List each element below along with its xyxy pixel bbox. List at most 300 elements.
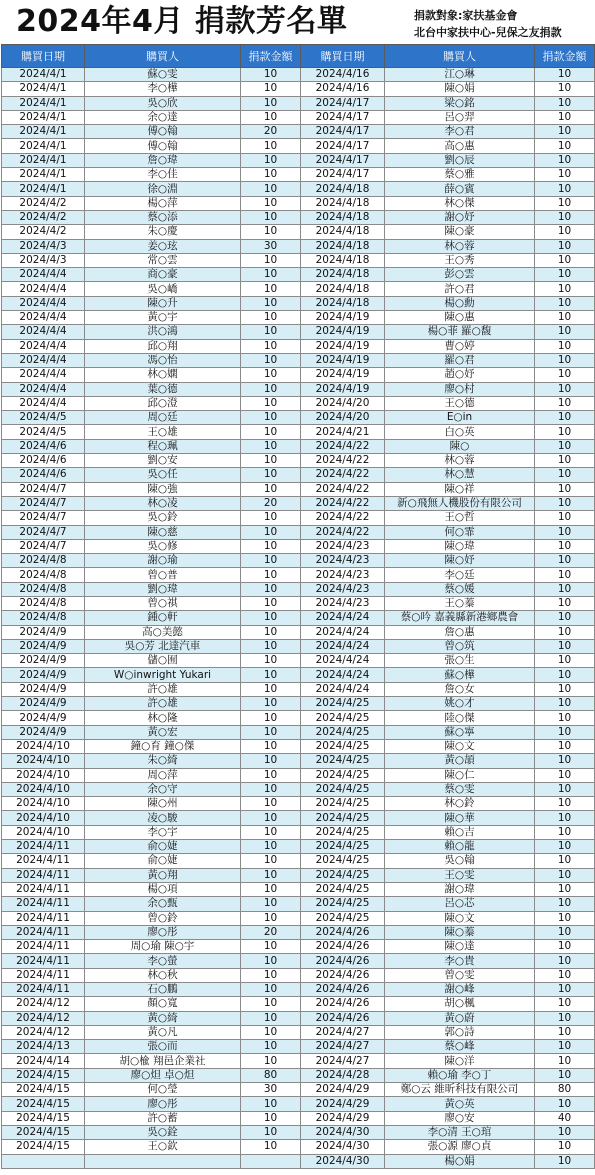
cell-date-right: 2024/4/17 bbox=[301, 139, 385, 153]
table-row bbox=[2, 239, 595, 253]
cell-date-left: 2024/4/6 bbox=[2, 439, 85, 453]
cell-date-left: 2024/4/5 bbox=[2, 411, 85, 425]
cell-date-left: 2024/4/2 bbox=[2, 225, 85, 239]
cell-amount-left: 10 bbox=[241, 668, 301, 682]
cell-donor-left: 邱○澄 bbox=[85, 396, 241, 410]
cell-date-right: 2024/4/22 bbox=[301, 482, 385, 496]
cell-date-right: 2024/4/24 bbox=[301, 654, 385, 668]
cell-amount-left: 10 bbox=[241, 711, 301, 725]
cell-date-right: 2024/4/29 bbox=[301, 1083, 385, 1097]
cell-donor-right: 賴○瑜 李○丁 bbox=[385, 1068, 535, 1082]
table-row bbox=[2, 96, 595, 110]
table-row bbox=[2, 868, 595, 882]
cell-date-right: 2024/4/17 bbox=[301, 153, 385, 167]
cell-date-left: 2024/4/4 bbox=[2, 368, 85, 382]
cell-amount-right: 10 bbox=[535, 811, 595, 825]
cell-donor-right: 黃○頡 bbox=[385, 754, 535, 768]
cell-donor-left: 李○螢 bbox=[85, 954, 241, 968]
cell-donor-right: 趙○妤 bbox=[385, 368, 535, 382]
cell-amount-right: 10 bbox=[535, 225, 595, 239]
cell-donor-left: 許○雄 bbox=[85, 682, 241, 696]
table-row bbox=[2, 468, 595, 482]
cell-amount-right: 10 bbox=[535, 596, 595, 610]
cell-donor-right: 王○德 bbox=[385, 396, 535, 410]
table-row bbox=[2, 1040, 595, 1054]
cell-donor-right: 梁○銘 bbox=[385, 96, 535, 110]
cell-donor-left: 曾○祺 bbox=[85, 596, 241, 610]
cell-date-right: 2024/4/24 bbox=[301, 668, 385, 682]
cell-amount-right: 10 bbox=[535, 782, 595, 796]
cell-date-right: 2024/4/26 bbox=[301, 1011, 385, 1025]
cell-date-right: 2024/4/18 bbox=[301, 182, 385, 196]
cell-date-right: 2024/4/25 bbox=[301, 840, 385, 854]
cell-amount-left: 10 bbox=[241, 539, 301, 553]
table-row bbox=[2, 253, 595, 267]
cell-date-right: 2024/4/22 bbox=[301, 525, 385, 539]
table-row bbox=[2, 1154, 595, 1168]
cell-amount-right: 10 bbox=[535, 182, 595, 196]
table-row bbox=[2, 1011, 595, 1025]
cell-amount-right: 10 bbox=[535, 1054, 595, 1068]
cell-amount-left: 10 bbox=[241, 296, 301, 310]
cell-donor-left: 周○萍 bbox=[85, 768, 241, 782]
cell-amount-left: 10 bbox=[241, 1140, 301, 1154]
cell-donor-left: 吳○銓 bbox=[85, 1125, 241, 1139]
cell-date-right: 2024/4/25 bbox=[301, 725, 385, 739]
cell-date-left: 2024/4/10 bbox=[2, 754, 85, 768]
cell-amount-left: 10 bbox=[241, 110, 301, 124]
cell-date-left: 2024/4/15 bbox=[2, 1083, 85, 1097]
cell-donor-left: 劉○瑋 bbox=[85, 582, 241, 596]
cell-date-left: 2024/4/4 bbox=[2, 268, 85, 282]
cell-date-right: 2024/4/23 bbox=[301, 554, 385, 568]
cell-donor-right: 陳○惠 bbox=[385, 311, 535, 325]
cell-date-right: 2024/4/20 bbox=[301, 396, 385, 410]
table-row bbox=[2, 196, 595, 210]
cell-date-left: 2024/4/2 bbox=[2, 210, 85, 224]
cell-date-right: 2024/4/19 bbox=[301, 382, 385, 396]
cell-amount-right: 10 bbox=[535, 110, 595, 124]
cell-date-right: 2024/4/26 bbox=[301, 997, 385, 1011]
cell-date-right: 2024/4/19 bbox=[301, 325, 385, 339]
cell-amount-right: 10 bbox=[535, 496, 595, 510]
cell-amount-left: 30 bbox=[241, 239, 301, 253]
cell-donor-left: 黃○翔 bbox=[85, 868, 241, 882]
table-row bbox=[2, 82, 595, 96]
cell-donor-right: 李○君 bbox=[385, 125, 535, 139]
donation-target-line: 捐款對象:家扶基金會 bbox=[414, 9, 518, 22]
cell-date-right: 2024/4/25 bbox=[301, 868, 385, 882]
cell-date-right: 2024/4/19 bbox=[301, 339, 385, 353]
table-row bbox=[2, 1054, 595, 1068]
cell-amount-right: 10 bbox=[535, 96, 595, 110]
cell-date-right: 2024/4/17 bbox=[301, 110, 385, 124]
donor-table bbox=[1, 44, 595, 1169]
table-row bbox=[2, 1083, 595, 1097]
cell-date-right: 2024/4/17 bbox=[301, 168, 385, 182]
cell-donor-left: 曾○鈴 bbox=[85, 911, 241, 925]
cell-amount-right: 10 bbox=[535, 625, 595, 639]
cell-donor-right: 黃○英 bbox=[385, 1097, 535, 1111]
cell-amount-left: 10 bbox=[241, 1097, 301, 1111]
cell-date-left: 2024/4/8 bbox=[2, 554, 85, 568]
cell-date-right: 2024/4/30 bbox=[301, 1125, 385, 1139]
cell-donor-right: 王○哲 bbox=[385, 511, 535, 525]
cell-date-right: 2024/4/19 bbox=[301, 353, 385, 367]
table-row bbox=[2, 68, 595, 82]
cell-date-left: 2024/4/15 bbox=[2, 1125, 85, 1139]
cell-donor-right: 曾○雯 bbox=[385, 968, 535, 982]
cell-amount-right: 10 bbox=[535, 611, 595, 625]
cell-date-right: 2024/4/18 bbox=[301, 253, 385, 267]
cell-date-right: 2024/4/19 bbox=[301, 311, 385, 325]
cell-date-left: 2024/4/8 bbox=[2, 582, 85, 596]
cell-donor-left: 李○樺 bbox=[85, 82, 241, 96]
table-row bbox=[2, 882, 595, 896]
cell-amount-left: 10 bbox=[241, 940, 301, 954]
table-row bbox=[2, 339, 595, 353]
cell-date-left: 2024/4/8 bbox=[2, 611, 85, 625]
cell-date-left: 2024/4/6 bbox=[2, 468, 85, 482]
cell-date-left: 2024/4/4 bbox=[2, 282, 85, 296]
cell-date-left: 2024/4/8 bbox=[2, 596, 85, 610]
cell-donor-left: 許○雄 bbox=[85, 697, 241, 711]
cell-date-left: 2024/4/1 bbox=[2, 96, 85, 110]
cell-donor-right: 蔡○雯 bbox=[385, 782, 535, 796]
cell-amount-left: 10 bbox=[241, 997, 301, 1011]
cell-donor-right: E○in bbox=[385, 411, 535, 425]
cell-donor-left: 顏○寬 bbox=[85, 997, 241, 1011]
cell-date-left: 2024/4/11 bbox=[2, 897, 85, 911]
cell-donor-right: 江○琳 bbox=[385, 68, 535, 82]
cell-donor-left: 徐○淵 bbox=[85, 182, 241, 196]
cell-date-left: 2024/4/7 bbox=[2, 482, 85, 496]
cell-amount-right: 10 bbox=[535, 882, 595, 896]
cell-amount-right: 40 bbox=[535, 1111, 595, 1125]
cell-date-right: 2024/4/26 bbox=[301, 968, 385, 982]
cell-amount-left: 10 bbox=[241, 82, 301, 96]
table-row bbox=[2, 739, 595, 753]
cell-donor-left: 張○而 bbox=[85, 1040, 241, 1054]
cell-donor-left: 石○鵬 bbox=[85, 983, 241, 997]
cell-donor-right: 吳○翰 bbox=[385, 854, 535, 868]
cell-amount-left: 10 bbox=[241, 596, 301, 610]
cell-date-left: 2024/4/9 bbox=[2, 725, 85, 739]
cell-date-left: 2024/4/1 bbox=[2, 168, 85, 182]
cell-amount-right: 10 bbox=[535, 1154, 595, 1168]
cell-amount-left: 10 bbox=[241, 525, 301, 539]
cell-donor-right: 楊○勳 bbox=[385, 296, 535, 310]
cell-amount-left: 10 bbox=[241, 682, 301, 696]
cell-amount-left: 10 bbox=[241, 168, 301, 182]
cell-date-left: 2024/4/1 bbox=[2, 68, 85, 82]
cell-donor-right: 林○蓉 bbox=[385, 454, 535, 468]
cell-amount-right: 10 bbox=[535, 682, 595, 696]
cell-donor-right: 陳○娟 bbox=[385, 82, 535, 96]
cell-donor-right: 蘇○寧 bbox=[385, 725, 535, 739]
cell-date-left: 2024/4/10 bbox=[2, 782, 85, 796]
cell-amount-left: 10 bbox=[241, 210, 301, 224]
cell-amount-left: 10 bbox=[241, 225, 301, 239]
cell-donor-right: 楊○娟 bbox=[385, 1154, 535, 1168]
cell-date-right: 2024/4/27 bbox=[301, 1025, 385, 1039]
cell-amount-left: 10 bbox=[241, 1025, 301, 1039]
cell-donor-left: 謝○瑜 bbox=[85, 554, 241, 568]
table-row bbox=[2, 725, 595, 739]
table-row bbox=[2, 425, 595, 439]
cell-date-left: 2024/4/1 bbox=[2, 82, 85, 96]
cell-donor-left: 劉○安 bbox=[85, 454, 241, 468]
cell-donor-right: 張○生 bbox=[385, 654, 535, 668]
cell-donor-left: 吳○修 bbox=[85, 539, 241, 553]
cell-date-left: 2024/4/5 bbox=[2, 425, 85, 439]
cell-date-left: 2024/4/14 bbox=[2, 1054, 85, 1068]
header-amount-right: 捐款金額 bbox=[535, 45, 595, 68]
table-row bbox=[2, 454, 595, 468]
table-row bbox=[2, 282, 595, 296]
cell-date-right: 2024/4/26 bbox=[301, 954, 385, 968]
cell-amount-right: 10 bbox=[535, 325, 595, 339]
cell-date-right: 2024/4/21 bbox=[301, 425, 385, 439]
cell-donor-right: 陳○文 bbox=[385, 739, 535, 753]
cell-amount-right: 10 bbox=[535, 311, 595, 325]
cell-amount-left: 10 bbox=[241, 739, 301, 753]
cell-amount-right: 10 bbox=[535, 582, 595, 596]
cell-donor-left: 陳○強 bbox=[85, 482, 241, 496]
cell-amount-right: 10 bbox=[535, 925, 595, 939]
cell-donor-left: 俞○婕 bbox=[85, 840, 241, 854]
cell-amount-right: 10 bbox=[535, 68, 595, 82]
table-row bbox=[2, 482, 595, 496]
cell-date-left: 2024/4/4 bbox=[2, 339, 85, 353]
table-row bbox=[2, 568, 595, 582]
cell-date-right: 2024/4/23 bbox=[301, 568, 385, 582]
cell-donor-right: 鄭○云 維昕科技有限公司 bbox=[385, 1083, 535, 1097]
cell-date-left: 2024/4/9 bbox=[2, 711, 85, 725]
cell-donor-right: 蘇○樺 bbox=[385, 668, 535, 682]
cell-amount-right: 10 bbox=[535, 668, 595, 682]
cell-donor-right: 詹○惠 bbox=[385, 625, 535, 639]
cell-amount-left: 10 bbox=[241, 825, 301, 839]
cell-date-right: 2024/4/27 bbox=[301, 1054, 385, 1068]
cell-date-left: 2024/4/1 bbox=[2, 139, 85, 153]
cell-date-right: 2024/4/22 bbox=[301, 496, 385, 510]
cell-amount-right: 10 bbox=[535, 153, 595, 167]
cell-date-right: 2024/4/24 bbox=[301, 611, 385, 625]
table-row bbox=[2, 368, 595, 382]
cell-donor-right: 蔡○媛 bbox=[385, 582, 535, 596]
cell-donor-right: 賴○吉 bbox=[385, 825, 535, 839]
cell-amount-left: 10 bbox=[241, 468, 301, 482]
cell-donor-right: 謝○峰 bbox=[385, 983, 535, 997]
cell-donor-right: 楊○菲 羅○馥 bbox=[385, 325, 535, 339]
cell-date-right: 2024/4/25 bbox=[301, 782, 385, 796]
cell-donor-left: 傅○翰 bbox=[85, 125, 241, 139]
table-row bbox=[2, 439, 595, 453]
cell-amount-right: 10 bbox=[535, 382, 595, 396]
cell-date-right: 2024/4/26 bbox=[301, 925, 385, 939]
cell-date-right: 2024/4/18 bbox=[301, 268, 385, 282]
cell-amount-right: 10 bbox=[535, 168, 595, 182]
table-row bbox=[2, 153, 595, 167]
cell-donor-right: 白○英 bbox=[385, 425, 535, 439]
cell-donor-left: 余○甄 bbox=[85, 897, 241, 911]
cell-date-right: 2024/4/25 bbox=[301, 768, 385, 782]
cell-donor-right: 王○雯 bbox=[385, 868, 535, 882]
cell-donor-right: 陳○仁 bbox=[385, 768, 535, 782]
cell-date-left: 2024/4/11 bbox=[2, 983, 85, 997]
cell-date-left: 2024/4/9 bbox=[2, 668, 85, 682]
table-row bbox=[2, 897, 595, 911]
cell-date-left: 2024/4/4 bbox=[2, 296, 85, 310]
cell-donor-left: 王○欽 bbox=[85, 1140, 241, 1154]
header-amount-left: 捐款金額 bbox=[241, 45, 301, 68]
cell-date-right: 2024/4/22 bbox=[301, 439, 385, 453]
table-row bbox=[2, 611, 595, 625]
cell-donor-right: 郭○詩 bbox=[385, 1025, 535, 1039]
cell-donor-left: 邱○翔 bbox=[85, 339, 241, 353]
table-row bbox=[2, 654, 595, 668]
cell-donor-right: 陳○祥 bbox=[385, 482, 535, 496]
cell-date-left: 2024/4/3 bbox=[2, 253, 85, 267]
cell-date-left: 2024/4/12 bbox=[2, 1025, 85, 1039]
cell-date-left: 2024/4/12 bbox=[2, 1011, 85, 1025]
cell-date-right: 2024/4/18 bbox=[301, 210, 385, 224]
table-row bbox=[2, 668, 595, 682]
cell-amount-left: 10 bbox=[241, 268, 301, 282]
cell-date-left: 2024/4/11 bbox=[2, 968, 85, 982]
cell-amount-right: 10 bbox=[535, 854, 595, 868]
cell-donor-right: 姚○才 bbox=[385, 697, 535, 711]
cell-donor-left: 楊○項 bbox=[85, 882, 241, 896]
cell-donor-left: 朱○綺 bbox=[85, 754, 241, 768]
cell-donor-left: 王○雄 bbox=[85, 425, 241, 439]
cell-donor-left: 黃○宇 bbox=[85, 311, 241, 325]
table-row bbox=[2, 639, 595, 653]
cell-donor-left: 馮○怡 bbox=[85, 353, 241, 367]
table-row bbox=[2, 625, 595, 639]
table-row bbox=[2, 854, 595, 868]
cell-date-left: 2024/4/15 bbox=[2, 1097, 85, 1111]
cell-amount-right: 10 bbox=[535, 296, 595, 310]
cell-donor-left: 鍾○軒 bbox=[85, 611, 241, 625]
cell-amount-right: 10 bbox=[535, 268, 595, 282]
cell-amount-left: 10 bbox=[241, 911, 301, 925]
cell-amount-left: 80 bbox=[241, 1068, 301, 1082]
cell-date-left: 2024/4/11 bbox=[2, 882, 85, 896]
table-row bbox=[2, 1097, 595, 1111]
cell-date-left: 2024/4/11 bbox=[2, 868, 85, 882]
cell-donor-left: 儲○囿 bbox=[85, 654, 241, 668]
cell-donor-left: 曾○普 bbox=[85, 568, 241, 582]
cell-date-right: 2024/4/25 bbox=[301, 797, 385, 811]
table-row bbox=[2, 353, 595, 367]
cell-amount-right: 10 bbox=[535, 868, 595, 882]
cell-donor-left: 洪○鴻 bbox=[85, 325, 241, 339]
cell-donor-left: 葉○德 bbox=[85, 382, 241, 396]
cell-amount-right: 10 bbox=[535, 768, 595, 782]
cell-amount-right: 10 bbox=[535, 353, 595, 367]
cell-date-left: 2024/4/9 bbox=[2, 639, 85, 653]
table-row bbox=[2, 911, 595, 925]
cell-date-right: 2024/4/19 bbox=[301, 368, 385, 382]
cell-amount-right: 10 bbox=[535, 1040, 595, 1054]
cell-donor-right: 林○鈴 bbox=[385, 797, 535, 811]
cell-donor-left: 朱○慶 bbox=[85, 225, 241, 239]
cell-amount-left: 10 bbox=[241, 511, 301, 525]
cell-donor-left: W○inwright Yukari bbox=[85, 668, 241, 682]
cell-date-left: 2024/4/3 bbox=[2, 239, 85, 253]
cell-donor-right: 王○蓁 bbox=[385, 596, 535, 610]
cell-date-left: 2024/4/9 bbox=[2, 625, 85, 639]
cell-date-left: 2024/4/10 bbox=[2, 797, 85, 811]
cell-date-right: 2024/4/25 bbox=[301, 811, 385, 825]
cell-date-left: 2024/4/1 bbox=[2, 125, 85, 139]
cell-date-right: 2024/4/23 bbox=[301, 596, 385, 610]
cell-date-right: 2024/4/30 bbox=[301, 1154, 385, 1168]
cell-amount-right: 10 bbox=[535, 554, 595, 568]
cell-donor-right: 薛○賓 bbox=[385, 182, 535, 196]
cell-date-right: 2024/4/18 bbox=[301, 225, 385, 239]
cell-date-right: 2024/4/22 bbox=[301, 454, 385, 468]
cell-amount-right: 10 bbox=[535, 1025, 595, 1039]
cell-amount-left: 10 bbox=[241, 854, 301, 868]
cell-donor-right: 賴○龍 bbox=[385, 840, 535, 854]
cell-amount-left: 10 bbox=[241, 325, 301, 339]
cell-amount-right: 10 bbox=[535, 983, 595, 997]
cell-amount-left: 10 bbox=[241, 797, 301, 811]
cell-donor-right: 黃○蔚 bbox=[385, 1011, 535, 1025]
table-body bbox=[2, 68, 595, 1169]
cell-donor-right: 廖○村 bbox=[385, 382, 535, 396]
cell-date-left: 2024/4/11 bbox=[2, 925, 85, 939]
cell-donor-left: 林○凌 bbox=[85, 496, 241, 510]
cell-donor-left: 周○廷 bbox=[85, 411, 241, 425]
cell-date-right: 2024/4/24 bbox=[301, 682, 385, 696]
table-row bbox=[2, 1125, 595, 1139]
table-row bbox=[2, 554, 595, 568]
cell-date-right: 2024/4/22 bbox=[301, 511, 385, 525]
cell-donor-left: 蘇○雯 bbox=[85, 68, 241, 82]
cell-date-left: 2024/4/6 bbox=[2, 454, 85, 468]
cell-date-right: 2024/4/28 bbox=[301, 1068, 385, 1082]
cell-amount-left: 10 bbox=[241, 196, 301, 210]
donation-center-line: 北台中家扶中心-兒保之友捐款 bbox=[414, 26, 562, 39]
cell-donor-left: 吳○任 bbox=[85, 468, 241, 482]
cell-date-left: 2024/4/11 bbox=[2, 954, 85, 968]
cell-amount-left: 10 bbox=[241, 311, 301, 325]
table-row bbox=[2, 983, 595, 997]
cell-date-left: 2024/4/2 bbox=[2, 196, 85, 210]
cell-donor-left bbox=[85, 1154, 241, 1168]
cell-amount-right: 10 bbox=[535, 997, 595, 1011]
cell-date-right: 2024/4/25 bbox=[301, 697, 385, 711]
cell-amount-right: 10 bbox=[535, 911, 595, 925]
cell-donor-right: 林○蓉 bbox=[385, 239, 535, 253]
cell-amount-left: 10 bbox=[241, 568, 301, 582]
cell-amount-right: 10 bbox=[535, 282, 595, 296]
cell-amount-right: 10 bbox=[535, 711, 595, 725]
cell-date-right: 2024/4/22 bbox=[301, 468, 385, 482]
cell-amount-right: 10 bbox=[535, 454, 595, 468]
cell-amount-left: 20 bbox=[241, 125, 301, 139]
cell-donor-left: 周○瑜 陳○宇 bbox=[85, 940, 241, 954]
cell-amount-left: 10 bbox=[241, 482, 301, 496]
cell-date-left: 2024/4/11 bbox=[2, 854, 85, 868]
cell-date-left: 2024/4/11 bbox=[2, 840, 85, 854]
cell-amount-left: 10 bbox=[241, 182, 301, 196]
cell-donor-left: 廖○彤 bbox=[85, 925, 241, 939]
